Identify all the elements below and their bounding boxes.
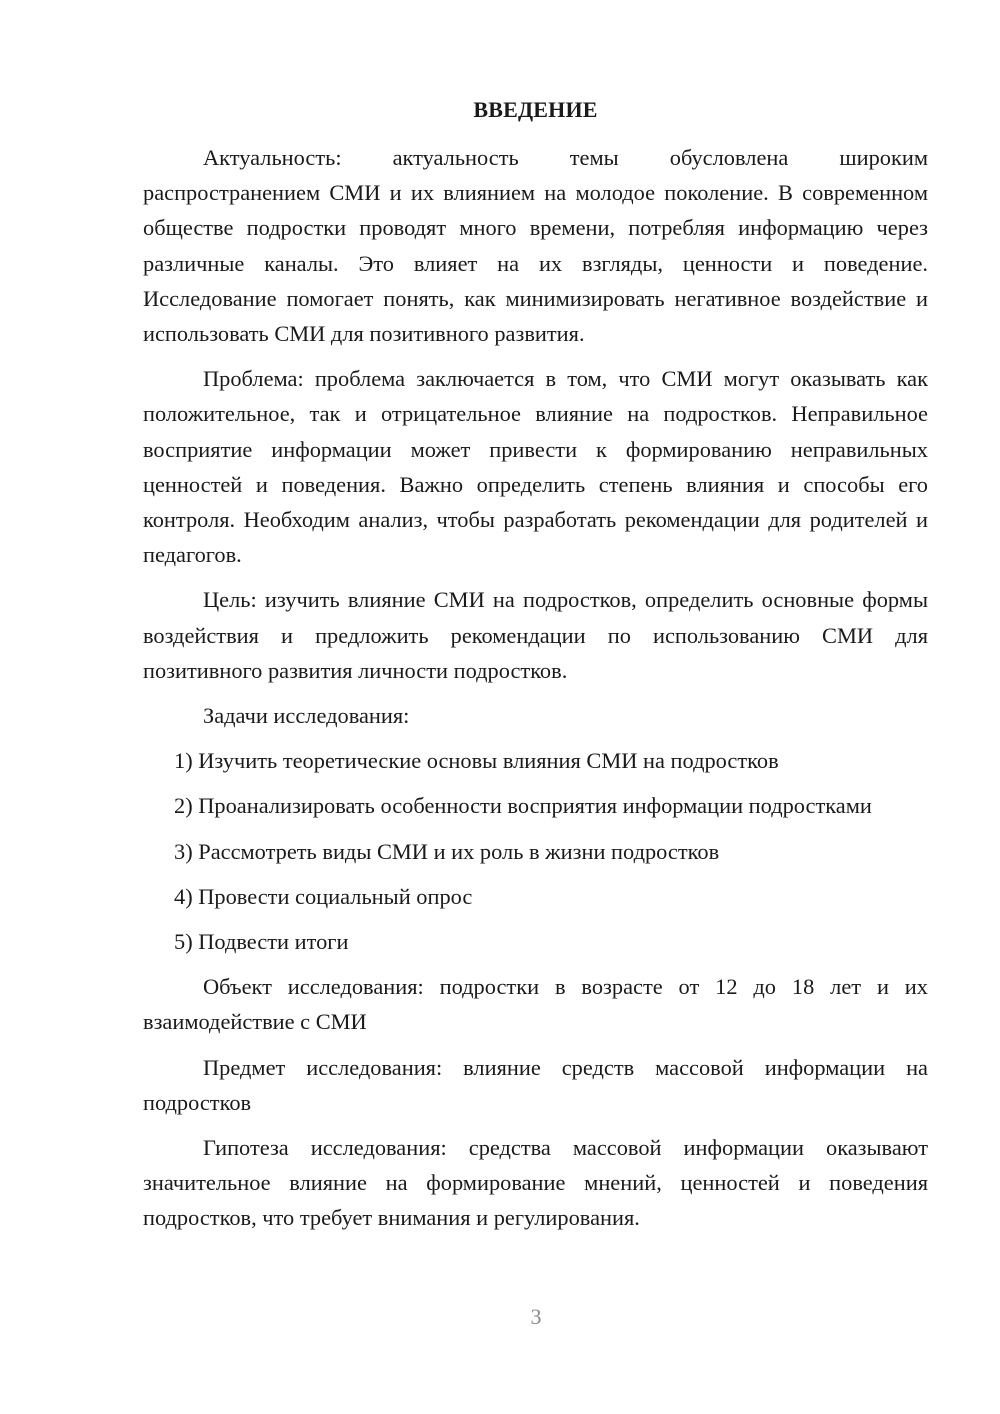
paragraph-research-subject: Предмет исследования: влияние средств массовой информации на подростков	[143, 1054, 928, 1115]
page-number: 3	[530, 1304, 542, 1329]
task-item-3: 3) Рассмотреть виды СМИ и их роль в жизни подростков	[174, 838, 720, 864]
task-item-1: 1) Изучить теоретические основы влияния СМИ на подростков	[174, 748, 779, 774]
paragraph-relevance: Актуальность: актуальность темы обусловлена широким распространением СМИ и их влиянием на молодое поколение. В современном обществе подростки проводят много времени, потребляя информацию через различные каналы. Это влияет на их взгляды, ценности и поведение. Исследование помогает понять, как минимизировать негативное воздействие и использовать СМИ для позитивного развития.	[143, 145, 928, 347]
paragraph-goal: Цель: изучить влияние СМИ на подростков, определить основные формы воздействия и предложить рекомендации по использованию СМИ для позитивного развития личности подростков.	[143, 587, 928, 683]
tasks-list	[143, 743, 928, 959]
paragraph-hypothesis: Гипотеза исследования: средства массовой информации оказывают значительное влияние на формирование мнений, ценностей и поведения подростков, что требует внимания и регулирования.	[143, 1135, 928, 1231]
document-page	[143, 92, 928, 1246]
task-item-5: 5) Подвести итоги	[174, 929, 349, 955]
task-item-4: 4) Провести социальный опрос	[174, 883, 473, 909]
task-item-2: 2) Проанализировать особенности восприятия информации подростками	[174, 793, 872, 819]
paragraph-research-object: Объект исследования: подростки в возрасте от 12 до 18 лет и их взаимодействие с СМИ	[143, 974, 928, 1035]
section-heading: ВВЕДЕНИЕ	[473, 97, 598, 122]
tasks-title: Задачи исследования:	[203, 703, 410, 729]
paragraph-problem: Проблема: проблема заключается в том, что СМИ могут оказывать как положительное, так и отрицательное влияние на подростков. Неправильное восприятие информации может привести к формированию неправильных ценностей и поведения. Важно определить степень влияния и способы его контроля. Необходим анализ, чтобы разработать рекомендации для родителей и педагогов.	[143, 366, 928, 568]
